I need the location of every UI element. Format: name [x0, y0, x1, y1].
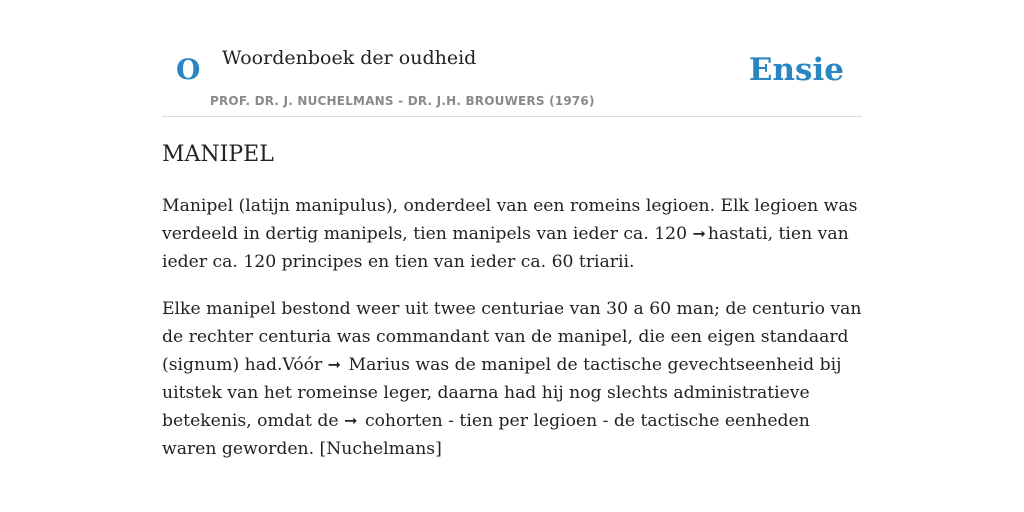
entry-body: [162, 192, 862, 482]
arrow-right-icon: ➞: [344, 411, 358, 430]
entry-text: Elke manipel bestond weer uit twee centuriae van 30 a 60 man; de centurio van de rechter centuria was commandant van de manipel, die een eigen standaard (signum) had.Vóór: [162, 299, 862, 375]
xref-label: cohorten: [364, 411, 443, 431]
page: [162, 0, 862, 512]
book-title[interactable]: Woordenboek der oudheid: [222, 47, 477, 69]
xref-label: Marius: [348, 355, 410, 375]
header: [162, 0, 862, 117]
book-letter: O: [176, 53, 201, 86]
arrow-right-icon: ➞: [327, 355, 342, 374]
xref-link-marius[interactable]: [328, 355, 410, 375]
ensie-logo-link[interactable]: Ensie: [748, 52, 844, 88]
arrow-right-icon: ➞: [692, 224, 706, 243]
xref-label: hastati: [707, 224, 768, 244]
entry-text: was de manipel de tactische gevechtseenheid bij uitstek van het romeinse leger, daarna had hij nog slechts administratieve betekenis, omdat de: [162, 355, 842, 431]
entry-paragraph-1: [162, 192, 862, 276]
entry-text: Manipel (latijn manipulus), onderdeel van een romeins legioen. Elk legioen was verdeeld in dertig manipels, tien manipels van ieder ca. 120: [162, 196, 858, 244]
entry-text: , tien van ieder ca. 120 principes en tien van ieder ca. 60 triarii.: [162, 224, 849, 272]
entry-text: - tien per legioen - de tactische eenheden waren geworden. [Nuchelmans]: [162, 411, 810, 459]
xref-link-hastati[interactable]: [692, 224, 767, 244]
entry-paragraph-2: [162, 295, 862, 463]
xref-link-cohorten[interactable]: [344, 411, 443, 431]
book-authors: PROF. DR. J. NUCHELMANS - DR. J.H. BROUWERS (1976): [210, 94, 595, 108]
entry-title: MANIPEL: [162, 142, 274, 167]
